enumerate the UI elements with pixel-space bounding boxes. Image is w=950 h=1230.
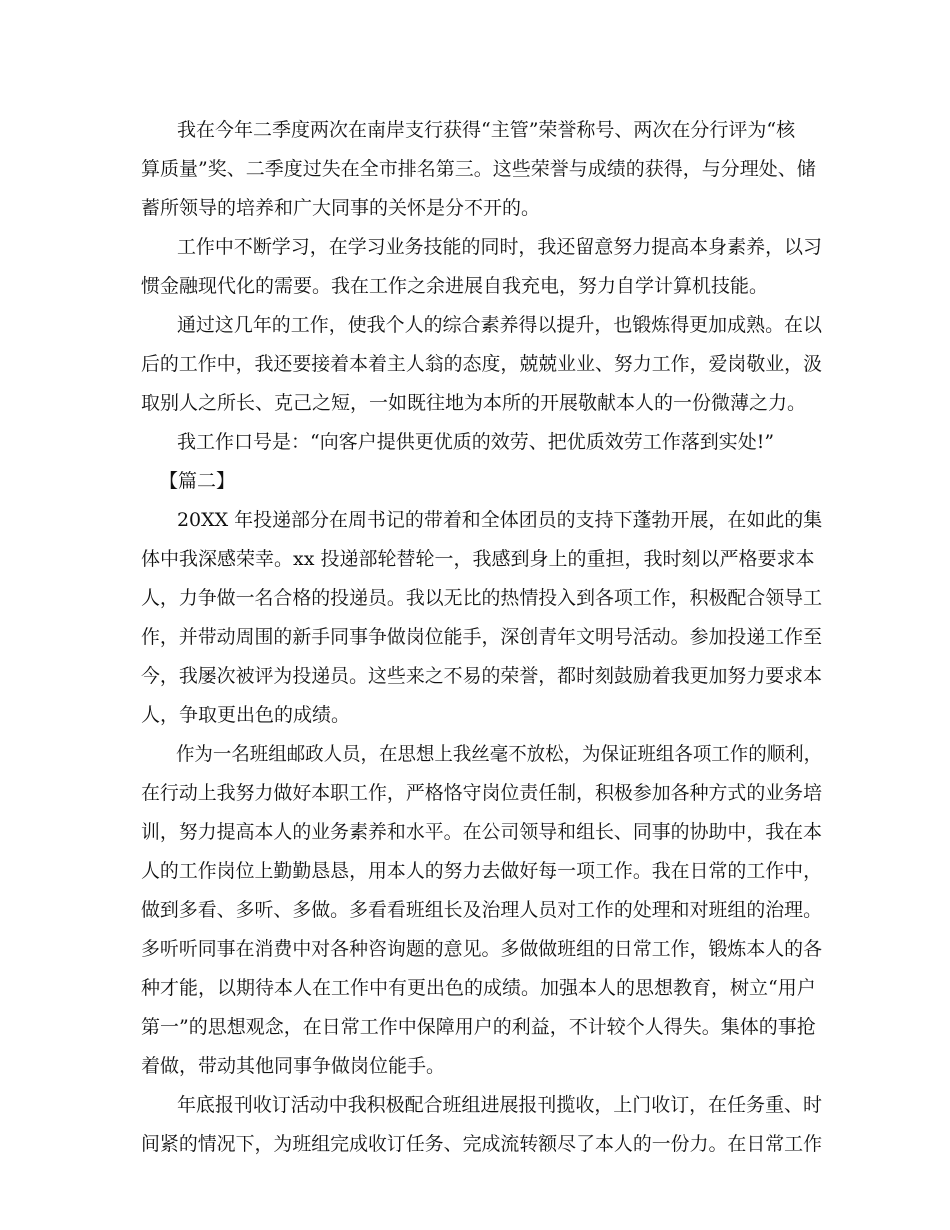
text-line: 工作中不断学习，在学习业务技能的同时，我还留意努力提高本身素养，以习 — [176, 236, 822, 258]
text-line: 人，力争做一名合格的投递员。我以无比的热情投入到各项工作，积极配合领导工 — [141, 587, 823, 609]
text-line: 人的工作岗位上勤勤恳恳，用本人的努力去做好每一项工作。我在日常的工作中， — [141, 860, 823, 882]
text-line: 作，并带动周围的新手同事争做岗位能手，深创青年文明号活动。参加投递工作至 — [141, 626, 823, 648]
text-line: 蓄所领导的培养和广大同事的关怀是分不开的。 — [141, 197, 541, 219]
text-line: 通过这几年的工作，使我个人的综合素养得以提升，也锻炼得更加成熟。在以 — [176, 314, 822, 336]
text-line: 训，努力提高本人的业务素养和水平。在公司领导和组长、同事的协助中，我在本 — [141, 821, 823, 843]
text-line: 多听听同事在消费中对各种咨询题的意见。多做做班组的日常工作，锻炼本人的各 — [141, 938, 823, 960]
text-line: 20XX 年投递部分在周书记的带着和全体团员的支持下蓬勃开展，在如此的集 — [176, 509, 823, 531]
text-line: 间紧的情况下，为班组完成收订任务、完成流转额尽了本人的一份力。在日常工作 — [141, 1133, 823, 1155]
text-line: 体中我深感荣幸。xx 投递部轮替轮一，我感到身上的重担，我时刻以严格要求本 — [141, 548, 815, 570]
text-line: 人，争取更出色的成绩。 — [141, 704, 351, 726]
text-line: 后的工作中，我还要接着本着主人翁的态度，兢兢业业、努力工作，爱岗敬业，汲 — [141, 353, 823, 375]
text-line: 种才能，以期待本人在工作中有更出色的成绩。加强本人的思想教育，树立“用户 — [141, 977, 816, 999]
text-line: 第一”的思想观念，在日常工作中保障用户的利益，不计较个人得失。集体的事抢 — [141, 1016, 816, 1038]
text-line: 取别人之所长、克己之短，一如既往地为本所的开展敬献本人的一份微薄之力。 — [141, 392, 807, 414]
text-line: 惯金融现代化的需要。我在工作之余进展自我充电，努力自学计算机技能。 — [141, 275, 769, 297]
text-line: 我工作口号是：“向客户提供更优质的效劳、把优质效劳工作落到实处!” — [177, 431, 775, 453]
document-body — [141, 111, 822, 1164]
text-line: 在行动上我努力做好本职工作，严格恪守岗位责任制，积极参加各种方式的业务培 — [141, 782, 823, 804]
text-line: 年底报刊收订活动中我积极配合班组进展报刊揽收，上门收订，在任务重、时 — [176, 1094, 822, 1116]
text-line: 算质量”奖、二季度过失在全市排名第三。这些荣誉与成绩的获得，与分理处、储 — [141, 158, 816, 180]
text-line: 着做，带动其他同事争做岗位能手。 — [141, 1055, 446, 1077]
text-line: 今，我屡次被评为投递员。这些来之不易的荣誉，都时刻鼓励着我更加努力要求本 — [141, 665, 823, 687]
text-line: 做到多看、多听、多做。多看看班组长及治理人员对工作的处理和对班组的治理。 — [141, 899, 823, 921]
section-heading: 【篇二】 — [159, 470, 236, 492]
text-line: 作为一名班组邮政人员，在思想上我丝毫不放松，为保证班组各项工作的顺利， — [175, 743, 823, 765]
text-line: 我在今年二季度两次在南岸支行获得“主管”荣誉称号、两次在分行评为“核 — [177, 119, 796, 141]
